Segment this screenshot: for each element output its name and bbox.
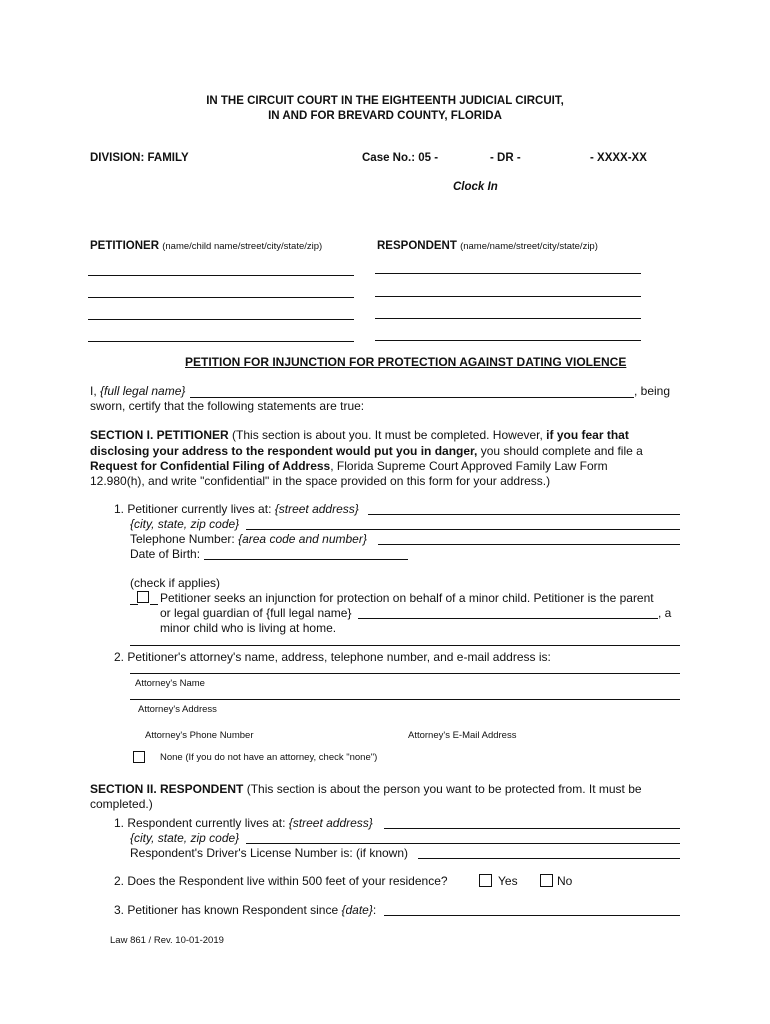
attorney-name-label: Attorney's Name [135, 678, 205, 689]
petitioner-line-2[interactable] [88, 297, 354, 298]
section1-bold3: Request for Confidential Filing of Address [90, 459, 331, 473]
petitioner-label: PETITIONER [90, 240, 160, 252]
no-attorney-checkbox[interactable] [133, 751, 145, 763]
case-number-label: Case No.: 05 - [362, 152, 439, 164]
known-since-line[interactable] [384, 915, 680, 916]
section2-line1 [90, 782, 642, 796]
section1-line3 [90, 459, 608, 473]
street-hint: {street address} [274, 502, 359, 516]
yes-checkbox[interactable] [479, 874, 492, 887]
petitioner-line-4[interactable] [88, 341, 354, 342]
attorney-top-line[interactable] [130, 645, 680, 646]
respondent-hint: (name/name/street/city/state/zip) [460, 241, 598, 252]
case-xxxx-label: - XXXX-XX [590, 152, 647, 164]
petitioner-street-line[interactable] [368, 514, 680, 515]
petitioner-address-label [114, 502, 359, 516]
phone-hint: {area code and number} [238, 532, 367, 546]
respondent-street-line[interactable] [384, 828, 680, 829]
respondent-label: RESPONDENT [377, 240, 457, 252]
respondent-line-4[interactable] [375, 340, 641, 341]
section1-text2: you should complete and file a [477, 444, 643, 458]
section2-line2: completed.) [90, 797, 153, 811]
minor-child-line3: minor child who is living at home. [160, 621, 337, 635]
petition-title: PETITION FOR INJUNCTION FOR PROTECTION AGAINST DATING VIOLENCE [185, 355, 627, 369]
yes-label: Yes [498, 874, 518, 888]
respondent-line-2[interactable] [375, 296, 641, 297]
resp-item1-prefix: 1. Respondent currently lives at: [114, 816, 289, 830]
no-attorney-label: None (If you do not have an attorney, check "none") [160, 752, 378, 763]
attorney-phone-label: Attorney's Phone Number [145, 730, 254, 741]
date-hint: {date} [341, 903, 373, 917]
respondent-line-3[interactable] [375, 318, 641, 319]
intro-i: I, [90, 384, 101, 398]
respondent-city-label: {city, state, zip code} [130, 831, 240, 845]
minor-child-line2b: , a [658, 606, 672, 620]
attorney-address-label: Attorney's Address [138, 704, 217, 715]
check-if-applies: (check if applies) [130, 576, 221, 590]
section1-line2 [90, 444, 643, 458]
section1-line1 [90, 428, 629, 442]
section2-heading: SECTION II. RESPONDENT [90, 782, 244, 796]
phone-label: Telephone Number: [130, 532, 239, 546]
intro-sworn: sworn, certify that the following statements are true: [90, 399, 365, 413]
full-legal-name-line[interactable] [190, 397, 634, 398]
respondent-address-label [114, 816, 373, 830]
minor-child-check-line [130, 604, 138, 605]
section1-text1: (This section is about you. It must be completed. However, [228, 428, 547, 442]
item3-prefix: 3. Petitioner has known Respondent since [114, 903, 342, 917]
petitioner-heading [90, 240, 322, 252]
section2-text1: (This section is about the person you want to be protected from. It must be [243, 782, 642, 796]
section1-bold2: disclosing your address to the respondent would put you in danger, [90, 444, 478, 458]
minor-child-check-line-2 [150, 604, 158, 605]
attorney-name-line[interactable] [130, 673, 680, 674]
form-footer: Law 861 / Rev. 10-01-2019 [110, 935, 224, 946]
section1-text3: , Florida Supreme Court Approved Family Law Form [330, 459, 608, 473]
petitioner-line-3[interactable] [88, 319, 354, 320]
intro-line1 [90, 384, 185, 398]
resp-street-hint: {street address} [288, 816, 373, 830]
license-label: Respondent's Driver's License Number is: (if known) [130, 846, 409, 860]
section1-bold1: if you fear that [546, 428, 629, 442]
dob-line[interactable] [204, 559, 408, 560]
intro-being: , being [634, 384, 671, 398]
minor-child-name-line[interactable] [358, 618, 658, 619]
item1-prefix: 1. Petitioner currently lives at: [114, 502, 275, 516]
date-colon: : [372, 903, 377, 917]
petitioner-phone-label [130, 532, 367, 546]
no-label: No [557, 874, 573, 888]
known-since-label [114, 903, 376, 917]
within-500-label: 2. Does the Respondent live within 500 feet of your residence? [114, 874, 448, 888]
case-dr-label: - DR - [490, 152, 521, 164]
court-heading-line1: IN THE CIRCUIT COURT IN THE EIGHTEENTH JUDICIAL CIRCUIT, [206, 95, 564, 107]
no-checkbox[interactable] [540, 874, 553, 887]
license-line[interactable] [418, 858, 680, 859]
petitioner-phone-line[interactable] [378, 544, 680, 545]
petitioner-hint: (name/child name/street/city/state/zip) [162, 241, 323, 252]
attorney-item-label: 2. Petitioner's attorney's name, address, telephone number, and e-mail address is: [114, 650, 551, 664]
petitioner-city-line[interactable] [246, 529, 680, 530]
court-heading-line2: IN AND FOR BREVARD COUNTY, FLORIDA [268, 110, 502, 122]
clock-in-label: Clock In [453, 181, 498, 193]
attorney-address-line[interactable] [130, 699, 680, 700]
section1-line4: 12.980(h), and write "confidential" in the space provided on this form for your address.) [90, 474, 551, 488]
petitioner-city-label: {city, state, zip code} [130, 517, 240, 531]
division-label: DIVISION: FAMILY [90, 152, 189, 164]
respondent-line-1[interactable] [375, 273, 641, 274]
respondent-heading [377, 240, 598, 252]
minor-child-line2a: or legal guardian of {full legal name} [160, 606, 352, 620]
petitioner-line-1[interactable] [88, 275, 354, 276]
respondent-city-line[interactable] [246, 843, 680, 844]
minor-child-line1: Petitioner seeks an injunction for protection on behalf of a minor child. Petitioner is the parent [160, 591, 654, 605]
attorney-email-label: Attorney's E-Mail Address [408, 730, 517, 741]
intro-full-legal-name: {full legal name} [100, 384, 186, 398]
section1-heading: SECTION I. PETITIONER [90, 428, 229, 442]
dob-label: Date of Birth: [130, 547, 201, 561]
minor-child-checkbox[interactable] [137, 591, 149, 603]
